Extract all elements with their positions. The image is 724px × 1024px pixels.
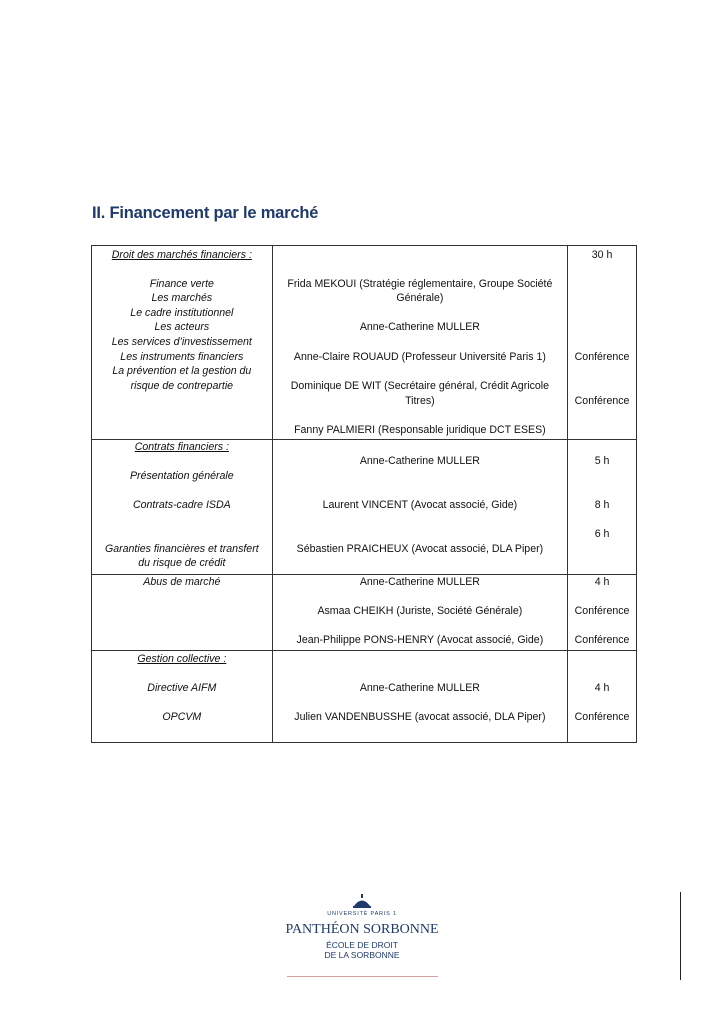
hours-cell (568, 575, 637, 651)
speaker-name: Anne-Catherine MULLER (359, 576, 480, 588)
program-table (91, 245, 637, 743)
section-title: II. Financement par le marché (92, 204, 319, 222)
topic-item: Directive AIFM (147, 682, 217, 694)
speaker-cell (272, 440, 567, 575)
hours-value: Conférence (574, 351, 630, 363)
hours-value: 8 h (594, 499, 610, 511)
table-row (92, 575, 637, 651)
topic-item: Le cadre institutionnel (130, 307, 234, 319)
topic-item: risque de contrepartie (130, 380, 234, 392)
section-heading: Abus de marché (143, 576, 221, 588)
logo-graphic (282, 892, 442, 982)
logo-line1: UNIVERSITÉ PARIS 1 (327, 911, 397, 917)
topic-cell (92, 246, 273, 440)
speaker-cell (272, 575, 567, 651)
topic-item: La prévention et la gestion du (112, 365, 252, 377)
topic-item: Les services d’investissement (111, 336, 252, 348)
speaker-name: Générale) (396, 292, 444, 304)
topic-cell (92, 651, 273, 743)
topic-item: Contrats-cadre ISDA (132, 499, 231, 511)
speaker-name: Asmaa CHEIKH (Juriste, Société Générale) (317, 605, 523, 617)
table-row (92, 651, 637, 743)
topic-cell (92, 575, 273, 651)
speaker-name: Frida MEKOUI (Stratégie réglementaire, Groupe Société (287, 278, 553, 290)
university-logo (282, 892, 442, 982)
hours-value: Conférence (574, 395, 630, 407)
speaker-name: Laurent VINCENT (Avocat associé, Gide) (322, 499, 518, 511)
topic-item: du risque de crédit (138, 557, 226, 569)
speaker-name: Jean-Philippe PONS-HENRY (Avocat associé, Gide) (296, 634, 544, 646)
footer-divider (287, 976, 438, 977)
hours-value: 30 h (591, 249, 613, 261)
hours-value: Conférence (574, 605, 630, 617)
speaker-name: Julien VANDENBUSSHE (avocat associé, DLA Piper) (294, 711, 546, 723)
speaker-name: Anne-Catherine MULLER (359, 455, 480, 467)
table-row (92, 440, 637, 575)
hours-value: 4 h (594, 682, 610, 694)
topic-item: OPCVM (162, 711, 202, 723)
logo-line4: DE LA SORBONNE (324, 950, 400, 960)
topic-item: Les acteurs (154, 321, 210, 333)
logo-line3: ÉCOLE DE DROIT (326, 940, 398, 950)
hours-cell (568, 246, 637, 440)
speaker-name: Anne-Claire ROUAUD (Professeur Université Paris 1) (293, 351, 546, 363)
logo-line2: PANTHÉON SORBONNE (285, 922, 439, 937)
speaker-name: Sébastien PRAICHEUX (Avocat associé, DLA Piper) (296, 543, 544, 555)
hours-value: 6 h (594, 528, 610, 540)
speaker-name: Anne-Catherine MULLER (359, 682, 480, 694)
dome-icon (353, 894, 371, 908)
hours-value: Conférence (574, 634, 630, 646)
speaker-name: Anne-Catherine MULLER (359, 321, 480, 333)
section-heading: Contrats financiers : (134, 441, 229, 453)
hours-cell (568, 651, 637, 743)
section-heading: Gestion collective : (137, 653, 227, 665)
speaker-name: Fanny PALMIERI (Responsable juridique DCT ESES) (294, 424, 546, 436)
speaker-name: Titres) (405, 395, 435, 407)
table-row (92, 246, 637, 440)
speaker-cell (272, 651, 567, 743)
margin-rule (680, 892, 681, 980)
topic-item: Finance verte (149, 278, 214, 290)
topic-item: Garanties financières et transfert (104, 543, 259, 555)
topic-cell (92, 440, 273, 575)
hours-value: 5 h (594, 455, 610, 467)
hours-value: 4 h (594, 576, 610, 588)
hours-cell (568, 440, 637, 575)
topic-item: Présentation générale (129, 470, 234, 482)
section-heading: Droit des marchés financiers : (111, 249, 252, 261)
speaker-name: Dominique DE WIT (Secrétaire général, Crédit Agricole (290, 380, 550, 392)
topic-item: Les marchés (151, 292, 213, 304)
topic-item: Les instruments financiers (120, 351, 244, 363)
hours-value: Conférence (574, 711, 630, 723)
speaker-cell (272, 246, 567, 440)
